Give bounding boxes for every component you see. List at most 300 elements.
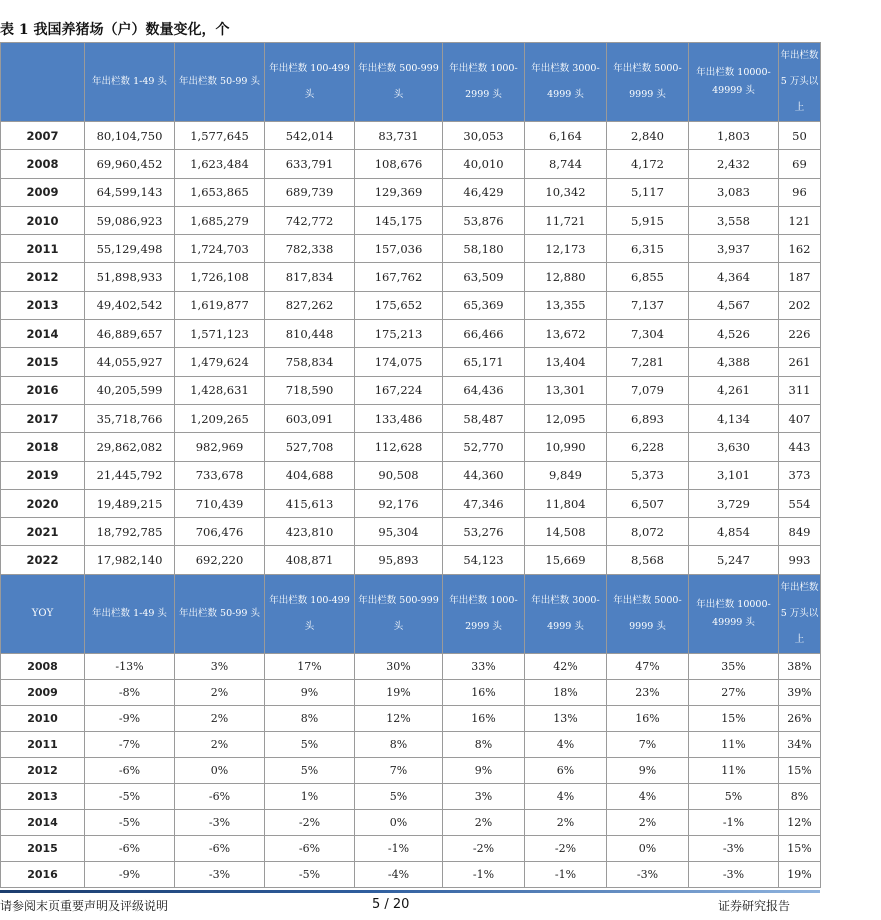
value-cell: -2% <box>443 835 525 861</box>
year-cell: 2012 <box>1 757 85 783</box>
table-row <box>1 546 821 574</box>
value-cell: 5,247 <box>689 546 779 574</box>
value-cell: -3% <box>689 861 779 887</box>
value-cell: 19,489,215 <box>85 489 175 517</box>
value-cell: 3,558 <box>689 206 779 234</box>
value-cell: 6% <box>525 757 607 783</box>
header-col-1000-2999: 年出栏数 1000-2999 头 <box>443 43 525 122</box>
value-cell: 733,678 <box>175 461 265 489</box>
year-cell: 2021 <box>1 518 85 546</box>
value-cell: 50 <box>779 122 821 150</box>
value-cell: 6,507 <box>607 489 689 517</box>
value-cell: 175,213 <box>355 320 443 348</box>
value-cell: 5,373 <box>607 461 689 489</box>
value-cell: 39% <box>779 679 821 705</box>
year-cell: 2015 <box>1 348 85 376</box>
value-cell: 4,388 <box>689 348 779 376</box>
value-cell: -3% <box>689 835 779 861</box>
value-cell: 1,623,484 <box>175 150 265 178</box>
value-cell: 5% <box>355 783 443 809</box>
value-cell: 59,086,923 <box>85 206 175 234</box>
value-cell: 810,448 <box>265 320 355 348</box>
value-cell: -7% <box>85 731 175 757</box>
value-cell: 3% <box>175 653 265 679</box>
value-cell: 4,567 <box>689 291 779 319</box>
value-cell: 2% <box>175 705 265 731</box>
value-cell: 40,205,599 <box>85 376 175 404</box>
yoy-label: YOY <box>1 574 85 653</box>
header-col-50000-plus: 年出栏数 5 万头以上 <box>779 43 821 122</box>
value-cell: 53,276 <box>443 518 525 546</box>
value-cell: 0% <box>607 835 689 861</box>
yoy-row <box>1 757 821 783</box>
value-cell: 9% <box>607 757 689 783</box>
year-cell: 2014 <box>1 320 85 348</box>
value-cell: 112,628 <box>355 433 443 461</box>
value-cell: -3% <box>175 809 265 835</box>
value-cell: 1,685,279 <box>175 206 265 234</box>
value-cell: 408,871 <box>265 546 355 574</box>
value-cell: 3,937 <box>689 235 779 263</box>
value-cell: 30,053 <box>443 122 525 150</box>
footer-report-type: 证券研究报告 <box>718 899 791 913</box>
value-cell: 35% <box>689 653 779 679</box>
value-cell: 13,355 <box>525 291 607 319</box>
value-cell: 19% <box>779 861 821 887</box>
value-cell: 44,055,927 <box>85 348 175 376</box>
value-cell: 226 <box>779 320 821 348</box>
value-cell: 3,083 <box>689 178 779 206</box>
value-cell: 1,209,265 <box>175 404 265 432</box>
value-cell: 3,630 <box>689 433 779 461</box>
value-cell: 167,224 <box>355 376 443 404</box>
table-row <box>1 235 821 263</box>
value-cell: 95,304 <box>355 518 443 546</box>
value-cell: 710,439 <box>175 489 265 517</box>
yoy-header-row <box>1 574 821 653</box>
value-cell: 14,508 <box>525 518 607 546</box>
table-row <box>1 150 821 178</box>
value-cell: 3,101 <box>689 461 779 489</box>
yoy-header-col: 年出栏数 1-49 头 <box>85 574 175 653</box>
value-cell: 8% <box>355 731 443 757</box>
value-cell: 13,672 <box>525 320 607 348</box>
table-row <box>1 291 821 319</box>
value-cell: 407 <box>779 404 821 432</box>
value-cell: 4,854 <box>689 518 779 546</box>
value-cell: 8% <box>265 705 355 731</box>
value-cell: 55,129,498 <box>85 235 175 263</box>
table-row <box>1 489 821 517</box>
value-cell: 542,014 <box>265 122 355 150</box>
value-cell: 65,369 <box>443 291 525 319</box>
value-cell: 11,804 <box>525 489 607 517</box>
value-cell: 527,708 <box>265 433 355 461</box>
pig-farm-table <box>0 42 821 888</box>
yoy-row <box>1 653 821 679</box>
table-row <box>1 376 821 404</box>
value-cell: -6% <box>175 783 265 809</box>
value-cell: 9% <box>443 757 525 783</box>
value-cell: 10,990 <box>525 433 607 461</box>
year-cell: 2015 <box>1 835 85 861</box>
value-cell: 157,036 <box>355 235 443 263</box>
value-cell: -9% <box>85 861 175 887</box>
value-cell: 83,731 <box>355 122 443 150</box>
value-cell: 13,404 <box>525 348 607 376</box>
value-cell: 58,487 <box>443 404 525 432</box>
value-cell: 69 <box>779 150 821 178</box>
header-corner <box>1 43 85 122</box>
value-cell: 689,739 <box>265 178 355 206</box>
value-cell: 33% <box>443 653 525 679</box>
value-cell: 54,123 <box>443 546 525 574</box>
value-cell: 423,810 <box>265 518 355 546</box>
value-cell: 2,840 <box>607 122 689 150</box>
value-cell: 96 <box>779 178 821 206</box>
value-cell: 29,862,082 <box>85 433 175 461</box>
yoy-header-col: 年出栏数 1000-2999 头 <box>443 574 525 653</box>
value-cell: 2% <box>175 679 265 705</box>
value-cell: 9% <box>265 679 355 705</box>
value-cell: 1,479,624 <box>175 348 265 376</box>
value-cell: -5% <box>85 809 175 835</box>
table-row <box>1 122 821 150</box>
value-cell: 7,137 <box>607 291 689 319</box>
value-cell: 1,803 <box>689 122 779 150</box>
value-cell: 40,010 <box>443 150 525 178</box>
value-cell: -2% <box>265 809 355 835</box>
yoy-header-col: 年出栏数 10000-49999 头 <box>689 574 779 653</box>
value-cell: 5% <box>689 783 779 809</box>
value-cell: 0% <box>175 757 265 783</box>
value-cell: 7,079 <box>607 376 689 404</box>
value-cell: 311 <box>779 376 821 404</box>
yoy-header-col: 年出栏数 100-499 头 <box>265 574 355 653</box>
value-cell: 415,613 <box>265 489 355 517</box>
year-cell: 2009 <box>1 679 85 705</box>
table-row <box>1 518 821 546</box>
value-cell: 849 <box>779 518 821 546</box>
value-cell: 2% <box>607 809 689 835</box>
value-cell: 17,982,140 <box>85 546 175 574</box>
value-cell: 12,173 <box>525 235 607 263</box>
yoy-row <box>1 679 821 705</box>
value-cell: 5% <box>265 731 355 757</box>
value-cell: 53,876 <box>443 206 525 234</box>
page-number: 5 / 20 <box>372 897 410 912</box>
value-cell: 11,721 <box>525 206 607 234</box>
value-cell: 202 <box>779 291 821 319</box>
value-cell: 9,849 <box>525 461 607 489</box>
value-cell: 187 <box>779 263 821 291</box>
year-cell: 2012 <box>1 263 85 291</box>
value-cell: 46,889,657 <box>85 320 175 348</box>
table-row <box>1 206 821 234</box>
value-cell: 129,369 <box>355 178 443 206</box>
value-cell: -1% <box>443 861 525 887</box>
value-cell: 993 <box>779 546 821 574</box>
value-cell: 8% <box>443 731 525 757</box>
value-cell: -6% <box>265 835 355 861</box>
footer-divider <box>0 890 820 893</box>
value-cell: 1,428,631 <box>175 376 265 404</box>
value-cell: 1% <box>265 783 355 809</box>
value-cell: 47,346 <box>443 489 525 517</box>
value-cell: 5,915 <box>607 206 689 234</box>
header-col-10000-49999: 年出栏数 10000-49999 头 <box>689 43 779 122</box>
value-cell: -3% <box>607 861 689 887</box>
value-cell: 3% <box>443 783 525 809</box>
value-cell: 30% <box>355 653 443 679</box>
value-cell: 17% <box>265 653 355 679</box>
value-cell: 8,744 <box>525 150 607 178</box>
yoy-row <box>1 835 821 861</box>
value-cell: 49,402,542 <box>85 291 175 319</box>
value-cell: 19% <box>355 679 443 705</box>
yoy-row <box>1 731 821 757</box>
value-cell: 34% <box>779 731 821 757</box>
year-cell: 2013 <box>1 783 85 809</box>
value-cell: 1,726,108 <box>175 263 265 291</box>
value-cell: -8% <box>85 679 175 705</box>
year-cell: 2017 <box>1 404 85 432</box>
value-cell: 13,301 <box>525 376 607 404</box>
year-cell: 2011 <box>1 731 85 757</box>
header-col-3000-4999: 年出栏数 3000-4999 头 <box>525 43 607 122</box>
value-cell: -6% <box>85 757 175 783</box>
value-cell: -4% <box>355 861 443 887</box>
value-cell: 58,180 <box>443 235 525 263</box>
value-cell: -5% <box>85 783 175 809</box>
value-cell: 11% <box>689 757 779 783</box>
table-row <box>1 320 821 348</box>
value-cell: 8% <box>779 783 821 809</box>
year-cell: 2022 <box>1 546 85 574</box>
value-cell: 603,091 <box>265 404 355 432</box>
value-cell: -9% <box>85 705 175 731</box>
value-cell: 27% <box>689 679 779 705</box>
value-cell: 4,364 <box>689 263 779 291</box>
year-cell: 2018 <box>1 433 85 461</box>
value-cell: 51,898,933 <box>85 263 175 291</box>
value-cell: 7% <box>355 757 443 783</box>
value-cell: 12,880 <box>525 263 607 291</box>
value-cell: 4,134 <box>689 404 779 432</box>
yoy-header-col: 年出栏数 5000-9999 头 <box>607 574 689 653</box>
yoy-row <box>1 809 821 835</box>
year-cell: 2014 <box>1 809 85 835</box>
value-cell: 2% <box>525 809 607 835</box>
value-cell: 817,834 <box>265 263 355 291</box>
value-cell: 175,652 <box>355 291 443 319</box>
value-cell: 35,718,766 <box>85 404 175 432</box>
value-cell: 92,176 <box>355 489 443 517</box>
yoy-header-col: 年出栏数 500-999 头 <box>355 574 443 653</box>
value-cell: 261 <box>779 348 821 376</box>
value-cell: 47% <box>607 653 689 679</box>
value-cell: 10,342 <box>525 178 607 206</box>
table-row <box>1 263 821 291</box>
value-cell: 7,304 <box>607 320 689 348</box>
value-cell: -1% <box>525 861 607 887</box>
value-cell: 443 <box>779 433 821 461</box>
value-cell: 133,486 <box>355 404 443 432</box>
value-cell: 6,855 <box>607 263 689 291</box>
value-cell: 6,164 <box>525 122 607 150</box>
value-cell: 44,360 <box>443 461 525 489</box>
value-cell: 65,171 <box>443 348 525 376</box>
value-cell: 4,172 <box>607 150 689 178</box>
value-cell: 42% <box>525 653 607 679</box>
table-row <box>1 178 821 206</box>
year-cell: 2016 <box>1 376 85 404</box>
year-cell: 2020 <box>1 489 85 517</box>
value-cell: 758,834 <box>265 348 355 376</box>
value-cell: 121 <box>779 206 821 234</box>
value-cell: 4% <box>525 731 607 757</box>
year-cell: 2019 <box>1 461 85 489</box>
yoy-header-col: 年出栏数 5 万头以上 <box>779 574 821 653</box>
value-cell: 63,509 <box>443 263 525 291</box>
footer-disclaimer: 请参阅末页重要声明及评级说明 <box>0 899 169 913</box>
value-cell: 80,104,750 <box>85 122 175 150</box>
value-cell: -5% <box>265 861 355 887</box>
value-cell: 23% <box>607 679 689 705</box>
value-cell: 1,571,123 <box>175 320 265 348</box>
value-cell: 12% <box>779 809 821 835</box>
value-cell: 8,072 <box>607 518 689 546</box>
value-cell: 6,315 <box>607 235 689 263</box>
header-col-1-49: 年出栏数 1-49 头 <box>85 43 175 122</box>
header-col-50-99: 年出栏数 50-99 头 <box>175 43 265 122</box>
header-row <box>1 43 821 122</box>
value-cell: 64,599,143 <box>85 178 175 206</box>
value-cell: 2% <box>175 731 265 757</box>
table-body <box>1 43 821 888</box>
value-cell: 1,619,877 <box>175 291 265 319</box>
value-cell: 52,770 <box>443 433 525 461</box>
table-row <box>1 404 821 432</box>
value-cell: 404,688 <box>265 461 355 489</box>
header-col-500-999: 年出栏数 500-999 头 <box>355 43 443 122</box>
value-cell: 706,476 <box>175 518 265 546</box>
value-cell: 827,262 <box>265 291 355 319</box>
value-cell: 2,432 <box>689 150 779 178</box>
year-cell: 2013 <box>1 291 85 319</box>
value-cell: 7,281 <box>607 348 689 376</box>
value-cell: 0% <box>355 809 443 835</box>
value-cell: -1% <box>355 835 443 861</box>
value-cell: 38% <box>779 653 821 679</box>
value-cell: 982,969 <box>175 433 265 461</box>
value-cell: 145,175 <box>355 206 443 234</box>
value-cell: 46,429 <box>443 178 525 206</box>
value-cell: -13% <box>85 653 175 679</box>
value-cell: 13% <box>525 705 607 731</box>
yoy-row <box>1 861 821 887</box>
value-cell: 69,960,452 <box>85 150 175 178</box>
value-cell: 174,075 <box>355 348 443 376</box>
value-cell: 16% <box>443 705 525 731</box>
value-cell: -6% <box>175 835 265 861</box>
value-cell: 373 <box>779 461 821 489</box>
value-cell: 633,791 <box>265 150 355 178</box>
value-cell: 5% <box>265 757 355 783</box>
value-cell: 108,676 <box>355 150 443 178</box>
value-cell: -6% <box>85 835 175 861</box>
year-cell: 2008 <box>1 653 85 679</box>
value-cell: 64,436 <box>443 376 525 404</box>
table-row <box>1 348 821 376</box>
value-cell: -2% <box>525 835 607 861</box>
value-cell: 16% <box>607 705 689 731</box>
year-cell: 2010 <box>1 206 85 234</box>
year-cell: 2011 <box>1 235 85 263</box>
yoy-row <box>1 705 821 731</box>
yoy-row <box>1 783 821 809</box>
value-cell: 4% <box>525 783 607 809</box>
yoy-header-col: 年出栏数 3000-4999 头 <box>525 574 607 653</box>
value-cell: 15% <box>779 757 821 783</box>
value-cell: 15,669 <box>525 546 607 574</box>
table-row <box>1 433 821 461</box>
value-cell: 4,526 <box>689 320 779 348</box>
value-cell: 5,117 <box>607 178 689 206</box>
value-cell: 90,508 <box>355 461 443 489</box>
value-cell: -3% <box>175 861 265 887</box>
value-cell: 4% <box>607 783 689 809</box>
value-cell: 8,568 <box>607 546 689 574</box>
value-cell: 7% <box>607 731 689 757</box>
value-cell: 16% <box>443 679 525 705</box>
value-cell: 21,445,792 <box>85 461 175 489</box>
value-cell: 66,466 <box>443 320 525 348</box>
value-cell: 1,653,865 <box>175 178 265 206</box>
value-cell: 6,228 <box>607 433 689 461</box>
value-cell: 692,220 <box>175 546 265 574</box>
value-cell: 12,095 <box>525 404 607 432</box>
value-cell: 742,772 <box>265 206 355 234</box>
value-cell: 167,762 <box>355 263 443 291</box>
year-cell: 2009 <box>1 178 85 206</box>
value-cell: 4,261 <box>689 376 779 404</box>
value-cell: 15% <box>779 835 821 861</box>
value-cell: 15% <box>689 705 779 731</box>
value-cell: 11% <box>689 731 779 757</box>
value-cell: 718,590 <box>265 376 355 404</box>
header-col-5000-9999: 年出栏数 5000-9999 头 <box>607 43 689 122</box>
value-cell: 18% <box>525 679 607 705</box>
header-col-100-499: 年出栏数 100-499 头 <box>265 43 355 122</box>
year-cell: 2010 <box>1 705 85 731</box>
value-cell: 1,724,703 <box>175 235 265 263</box>
value-cell: 18,792,785 <box>85 518 175 546</box>
year-cell: 2016 <box>1 861 85 887</box>
value-cell: 162 <box>779 235 821 263</box>
value-cell: 95,893 <box>355 546 443 574</box>
year-cell: 2008 <box>1 150 85 178</box>
value-cell: 554 <box>779 489 821 517</box>
table-title: 表 1 我国养猪场（户）数量变化，个 <box>0 22 230 38</box>
value-cell: 26% <box>779 705 821 731</box>
value-cell: 1,577,645 <box>175 122 265 150</box>
yoy-header-col: 年出栏数 50-99 头 <box>175 574 265 653</box>
value-cell: 782,338 <box>265 235 355 263</box>
value-cell: -1% <box>689 809 779 835</box>
value-cell: 3,729 <box>689 489 779 517</box>
value-cell: 12% <box>355 705 443 731</box>
